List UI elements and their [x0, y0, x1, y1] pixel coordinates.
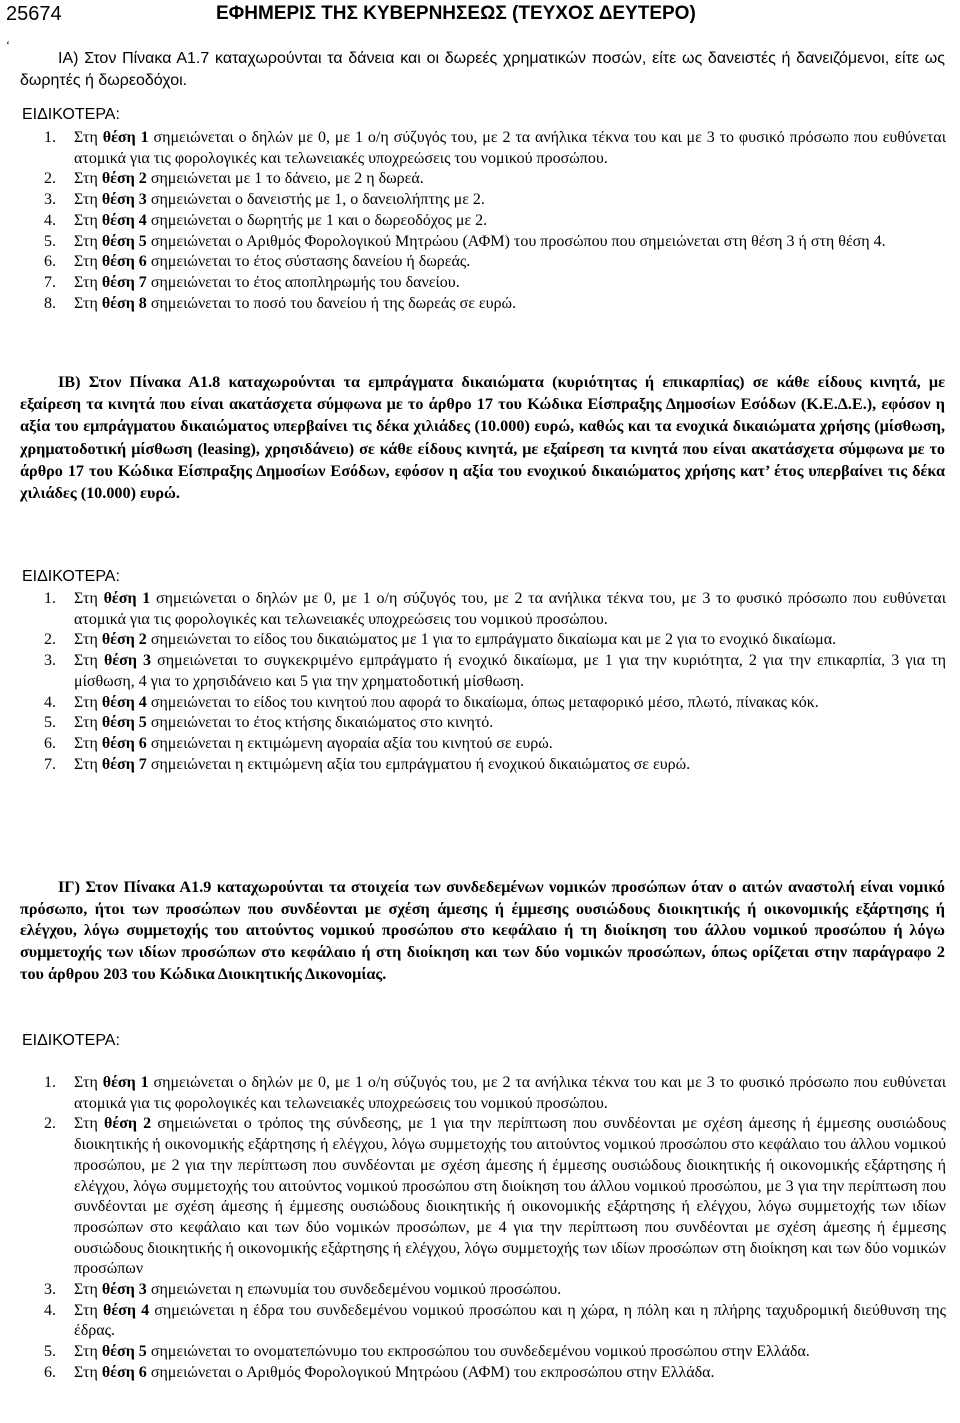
item-prefix: Στη	[74, 211, 102, 229]
item-prefix: Στη	[74, 631, 102, 649]
item-text: σημειώνεται ο δηλών με 0, με 1 ο/η σύζυγός του, με 2 τα ανήλικα τέκνα του και με 3 το φυσικό πρόσωπο που ευθύνεται ατομικά για τις φορολογικές και τελωνειακές υποχρεώσεις του νομικού προσώπου.	[74, 129, 946, 167]
item-position-label: θέση 3	[101, 191, 147, 209]
section-c-paragraph	[20, 877, 945, 986]
item-text: σημειώνεται το έτος αποπληρωμής του δανείου.	[146, 273, 460, 291]
item-text: σημειώνεται ο Αριθμός Φορολογικού Μητρώου (ΑΦΜ) του προσώπου που σημειώνεται στη θέση 3 ή στη θέση 4.	[146, 232, 886, 250]
list-item	[44, 211, 946, 232]
list-item	[44, 1114, 946, 1280]
item-position-label: θέση 1	[102, 1074, 149, 1091]
list-item	[44, 232, 946, 253]
item-prefix: Στη	[74, 191, 102, 209]
item-text: σημειώνεται ο δανειστής με 1, ο δανειολήπτης με 2.	[146, 191, 485, 209]
list-item	[44, 273, 946, 294]
section-c-text: ΙΓ) Στον Πίνακα Α1.9 καταχωρούνται τα στοιχεία των συνδεδεμένων νομικών προσώπων όταν ο αιτών αναστολή είναι νομικό πρόσωπο, ήτοι των προσώπων που συνδέονται με σχέση άμεσης ή έμμεσης ουσιώδους διοικητικής ή οικονομικής εξάρτησης ή ελέγχου, λόγω συμμετοχής του αιτούντος νομικού προσώπου στο κεφάλαιο ή τη διοίκηση του άλλου νομικού προσώπου ή λόγω συμμετοχής των ιδίων προσώπων στο κεφάλαιο ή στη διοίκηση και των δύο νομικών προσώπων, όπως ορίζεται στην παράγραφο 2 του άρθρου 203 του Κώδικα Διοικητικής Δικονομίας.	[20, 878, 945, 983]
list-item	[44, 630, 946, 651]
item-prefix: Στη	[74, 1343, 102, 1361]
section-a-specifics-heading: ΕΙΔΙΚΟΤΕΡΑ:	[22, 106, 120, 123]
list-item	[44, 252, 946, 273]
list-item	[44, 128, 946, 169]
item-position-label: θέση 2	[101, 170, 147, 188]
section-c-specifics-heading: ΕΙΔΙΚΟΤΕΡΑ:	[22, 1032, 120, 1049]
list-item	[44, 1280, 946, 1301]
item-text: σημειώνεται το ονοματεπώνυμο του εκπροσώπου του συνδεδεμένου νομικού προσώπου στην Ελλάδα.	[146, 1343, 810, 1361]
page-header	[0, 0, 960, 40]
section-a-intro	[20, 48, 945, 91]
item-prefix: Στη	[74, 755, 102, 773]
item-prefix: Στη	[74, 1281, 102, 1299]
item-position-label: θέση 6	[101, 253, 147, 271]
item-prefix: Στη	[74, 232, 102, 250]
item-text: σημειώνεται η εκτιμώμενη αξία του εμπράγματου ή ενοχικού δικαιώματος σε ευρώ.	[146, 755, 691, 773]
item-position-label: θέση 5	[101, 1343, 147, 1361]
item-text: σημειώνεται ο δηλών με 0, με 1 ο/η σύζυγός του, με 2 τα ανήλικα τέκνα του και με 3 το φυσικό πρόσωπο που ευθύνεται ατομικά για τις φορολογικές και τελωνειακές υποχρεώσεις του νομικού προσώπου.	[74, 1074, 946, 1112]
item-position-label: θέση 7	[101, 755, 147, 773]
item-number: 1.	[44, 590, 56, 607]
section-a-label: ΙΑ) Στον Πίνακα Α1.7	[58, 50, 210, 67]
item-number: 2.	[44, 170, 56, 188]
item-text: σημειώνεται ο τρόπος της σύνδεσης, με 1 για την περίπτωση που συνδέονται με σχέση άμεσης ή έμμεσης ουσιώδους διοικητικής ή οικονομικής εξάρτησης ή ελέγχου, λόγω συμμετοχής του αιτούντος νομικού προσώπου στο κεφάλαιο του άλλου νομικού προσώπου, με 2 για την περίπτωση που συνδέονται με σχέση άμεσης ή έμμεσης ουσιώδους διοικητικής ή οικονομικής εξάρτησης ή ελέγχου, λόγω συμμετοχής του αιτούντος νομικού προσώπου στη διοίκηση του άλλου νομικού προσώπου, με 3 για την περίπτωση που συνδέονται με σχέση άμεσης ή έμμεσης ουσιώδους διοικητικής ή οικονομικής εξάρτησης ή ελέγχου, λόγω συμμετοχής των ιδίων προσώπων στο κεφάλαιο και των δύο νομικών προσώπων, με 4 για την περίπτωση που συνδέονται με σχέση άμεσης ή έμμεσης ουσιώδους διοικητικής ή οικονομικής εξάρτησης ή ελέγχου, λόγω συμμετοχής των ιδίων προσώπων στη διοίκηση και των δύο νομικών προσώπων	[74, 1115, 946, 1278]
list-item	[44, 1342, 946, 1363]
item-position-label: θέση 1	[102, 129, 149, 146]
list-item	[44, 169, 946, 190]
item-prefix: Στη	[74, 1363, 102, 1381]
item-position-label: θέση 4	[101, 693, 147, 711]
item-number: 7.	[44, 273, 56, 291]
item-text: σημειώνεται το είδος του κινητού που αφορά το δικαίωμα, όπως μεταφορικό μέσο, πλωτό, πίνακας κόκ.	[146, 693, 819, 711]
item-text: σημειώνεται το συγκεκριμένο εμπράγματο ή ενοχικό δικαίωμα, με 1 για την κυριότητα, 2 για την επικαρπία, 3 για τη μίσθωση, 4 για το χρησιδάνειο και 5 για την χρηματοδοτική μίσθωση.	[74, 652, 946, 690]
item-text: σημειώνεται με 1 το δάνειο, με 2 η δωρεά.	[146, 170, 424, 188]
list-item	[44, 734, 946, 755]
item-prefix: Στη	[74, 170, 102, 188]
section-b-items	[44, 589, 946, 775]
item-prefix: Στη	[74, 273, 102, 291]
item-number: 8.	[44, 294, 56, 312]
list-item	[44, 693, 946, 714]
list-item	[44, 1301, 946, 1342]
item-text: σημειώνεται το ποσό του δανείου ή της δωρεάς σε ευρώ.	[146, 294, 517, 312]
item-number: 4.	[44, 1301, 56, 1319]
item-position-label: θέση 2	[101, 631, 147, 649]
item-position-label: θέση 6	[101, 1363, 147, 1381]
item-position-label: θέση 5	[101, 232, 147, 250]
list-item	[44, 755, 946, 776]
item-number: 4.	[44, 211, 56, 229]
item-number: 6.	[44, 734, 56, 752]
item-prefix: Στη	[74, 652, 104, 670]
section-c-items	[44, 1073, 946, 1384]
item-text: σημειώνεται η εκτιμώμενη αγοραία αξία του κινητού σε ευρώ.	[146, 734, 553, 752]
item-text: σημειώνεται ο Αριθμός Φορολογικού Μητρώου (ΑΦΜ) του εκπροσώπου στην Ελλάδα.	[146, 1363, 715, 1381]
item-number: 6.	[44, 1363, 56, 1381]
item-prefix: Στη	[74, 1115, 105, 1133]
item-text: σημειώνεται το έτος κτήσης δικαιώματος στο κινητό.	[146, 714, 494, 732]
item-text: σημειώνεται το είδος του δικαιώματος με 1 για το εμπράγματο δικαίωμα και με 2 για το ενοχικό δικαίωμα.	[146, 631, 837, 649]
item-position-label: θέση 8	[101, 294, 147, 312]
item-text: σημειώνεται ο δηλών με 0, με 1 ο/η σύζυγός του, με 2 τα ανήλικα τέκνα του, με 3 το φυσικό πρόσωπο που ευθύνεται ατομικά για τις φορολογικές και τελωνειακές υποχρεώσεις του νομικού προσώπου.	[74, 590, 946, 628]
item-number: 4.	[44, 693, 56, 711]
item-number: 5.	[44, 232, 56, 250]
tick-mark: ʻ	[6, 38, 10, 52]
item-prefix: Στη	[74, 693, 102, 711]
list-item	[44, 651, 946, 692]
section-b-paragraph	[20, 371, 945, 504]
list-item	[44, 589, 946, 630]
item-prefix: Στη	[74, 253, 102, 271]
section-b-text: ΙΒ) Στον Πίνακα Α1.8 καταχωρούνται τα εμπράγματα δικαιώματα (κυριότητας ή επικαρπίας) σε κάθε είδους κινητά, με εξαίρεση τα κινητά που είναι ακατάσχετα σύμφωνα με το άρθρο 17 του Κώδικα Είσπραξης Δημοσίων Εσόδων (Κ.Ε.Δ.Ε.), εφόσον η αξία του εμπράγματου δικαιώματος υπερβαίνει τις δέκα χιλιάδες (10.000) ευρώ, καθώς και τα ενοχικά δικαιώματα χρήσης (μίσθωση, χρηματοδοτική μίσθωση (leasing), χρησιδάνειο) σε κάθε είδους κινητά, με εξαίρεση τα κινητά που είναι ακατάσχετα σύμφωνα με το άρθρο 17 του Κώδικα Είσπραξης Δημοσίων Εσόδων, εφόσον η αξία του ενοχικού δικαιώματος χρήσης κατ’ έτος υπερβαίνει τις δέκα χιλιάδες (10.000) ευρώ.	[20, 373, 945, 503]
section-a-text: καταχωρούνται τα δάνεια και οι δωρεές χρηματικών ποσών, είτε ως δανειστές ή δανειζόμενοι, είτε ως δωρητές ή δωρεοδόχοι.	[20, 50, 946, 89]
item-number: 3.	[44, 652, 56, 670]
item-number: 7.	[44, 755, 56, 773]
item-number: 3.	[44, 1281, 56, 1299]
list-item	[44, 190, 946, 211]
item-number: 3.	[44, 191, 56, 209]
item-number: 1.	[44, 1074, 56, 1091]
item-number: 2.	[44, 631, 56, 649]
item-position-label: θέση 4	[102, 1301, 150, 1319]
item-position-label: θέση 7	[101, 273, 147, 291]
item-position-label: θέση 6	[101, 734, 147, 752]
section-a-items	[44, 128, 946, 314]
item-prefix: Στη	[74, 714, 102, 732]
item-number: 1.	[44, 129, 56, 146]
item-prefix: Στη	[74, 129, 103, 146]
item-prefix: Στη	[74, 294, 102, 312]
item-text: σημειώνεται ο δωρητής με 1 και ο δωρεοδόχος με 2.	[146, 211, 488, 229]
item-number: 2.	[44, 1115, 56, 1133]
item-text: σημειώνεται το έτος σύστασης δανείου ή δωρεάς.	[146, 253, 471, 271]
list-item	[44, 1073, 946, 1114]
item-text: σημειώνεται η έδρα του συνδεδεμένου νομικού προσώπου και η χώρα, η πόλη και η πλήρης ταχυδρομική διεύθυνση της έδρας.	[74, 1301, 947, 1340]
list-item	[44, 1363, 946, 1384]
item-position-label: θέση 3	[101, 1281, 147, 1299]
item-text: σημειώνεται η επωνυμία του συνδεδεμένου νομικού προσώπου.	[146, 1281, 562, 1299]
page-number: 25674	[6, 3, 62, 25]
section-b-specifics-heading: ΕΙΔΙΚΟΤΕΡΑ:	[22, 568, 120, 585]
item-prefix: Στη	[74, 1301, 103, 1319]
item-position-label: θέση 3	[103, 652, 152, 670]
item-position-label: θέση 2	[104, 1115, 152, 1133]
item-prefix: Στη	[74, 590, 104, 607]
item-number: 6.	[44, 253, 56, 271]
item-prefix: Στη	[74, 734, 102, 752]
item-number: 5.	[44, 1343, 56, 1361]
list-item	[44, 713, 946, 734]
list-item	[44, 294, 946, 315]
item-position-label: θέση 5	[101, 714, 147, 732]
item-prefix: Στη	[74, 1074, 103, 1091]
item-number: 5.	[44, 714, 56, 732]
item-position-label: θέση 1	[103, 590, 151, 607]
item-position-label: θέση 4	[101, 211, 147, 229]
gazette-title: ΕΦΗΜΕΡΙΣ ΤΗΣ ΚΥΒΕΡΝΗΣΕΩΣ (ΤΕΥΧΟΣ ΔΕΥΤΕΡΟ)	[216, 3, 696, 24]
